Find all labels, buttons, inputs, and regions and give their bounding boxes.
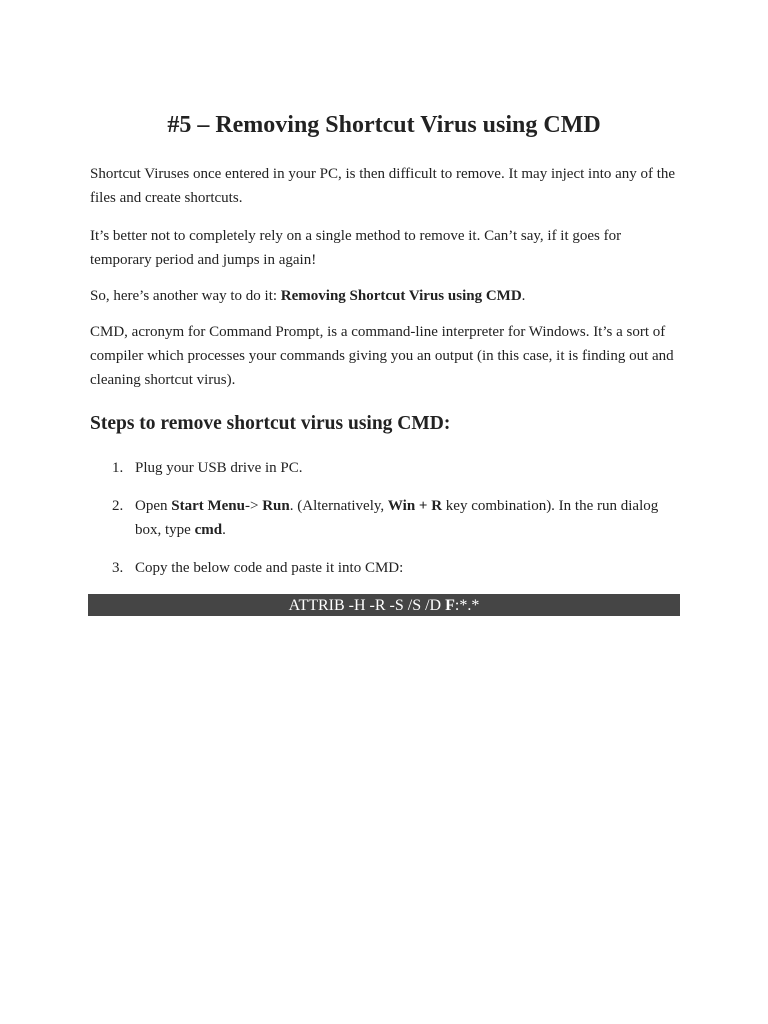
step-text-part: ->: [245, 498, 263, 514]
step-text-part: Open: [135, 498, 172, 514]
step-text-part: . (Alternatively,: [289, 498, 388, 514]
step-number: 3.: [112, 560, 124, 576]
shortcut-keys-label: Win + R: [387, 498, 443, 514]
another-way-prefix: So, here’s another way to do it:: [90, 288, 281, 304]
step-text: Plug your USB drive in PC.: [135, 460, 303, 476]
list-item: [112, 556, 680, 580]
step-text-part: key combination). In the run dialog box, type: [135, 498, 659, 538]
cmd-definition-paragraph: CMD, acronym for Command Prompt, is a command-line interpreter for Windows. It’s a sort of compiler which processes your commands giving you an output (in this case, it is finding out and cleaning shortcut virus).: [90, 324, 674, 388]
method-paragraph: It’s better not to completely rely on a single method to remove it. Can’t say, if it goes for temporary period and jumps in again!: [90, 228, 622, 268]
step-number: 2.: [112, 498, 124, 514]
another-way-suffix: .: [521, 288, 526, 304]
code-drive-letter: F: [445, 597, 455, 614]
another-way-paragraph: [90, 284, 680, 308]
list-item: [112, 494, 680, 542]
intro-paragraph: Shortcut Viruses once entered in your PC, is then difficult to remove. It may inject into any of the files and create shortcuts.: [90, 166, 676, 206]
code-block[interactable]: [88, 594, 680, 616]
article-body: [90, 162, 680, 594]
step-text-part: .: [222, 522, 226, 538]
step-number: 1.: [112, 460, 124, 476]
code-command: ATTRIB -H -R -S /S /D: [288, 597, 446, 614]
another-way-bold: Removing Shortcut Virus using CMD: [280, 288, 522, 304]
list-item: [112, 456, 680, 480]
start-menu-label: Start Menu: [171, 498, 245, 514]
step-text: Copy the below code and paste it into CMD:: [135, 560, 404, 576]
steps-list: [90, 456, 680, 580]
run-label: Run: [262, 498, 290, 514]
page-title: #5 – Removing Shortcut Virus using CMD: [167, 112, 601, 138]
steps-heading: Steps to remove shortcut virus using CMD:: [90, 413, 451, 434]
cmd-label: cmd: [194, 522, 223, 538]
code-wildcard: :*.*: [454, 597, 480, 614]
